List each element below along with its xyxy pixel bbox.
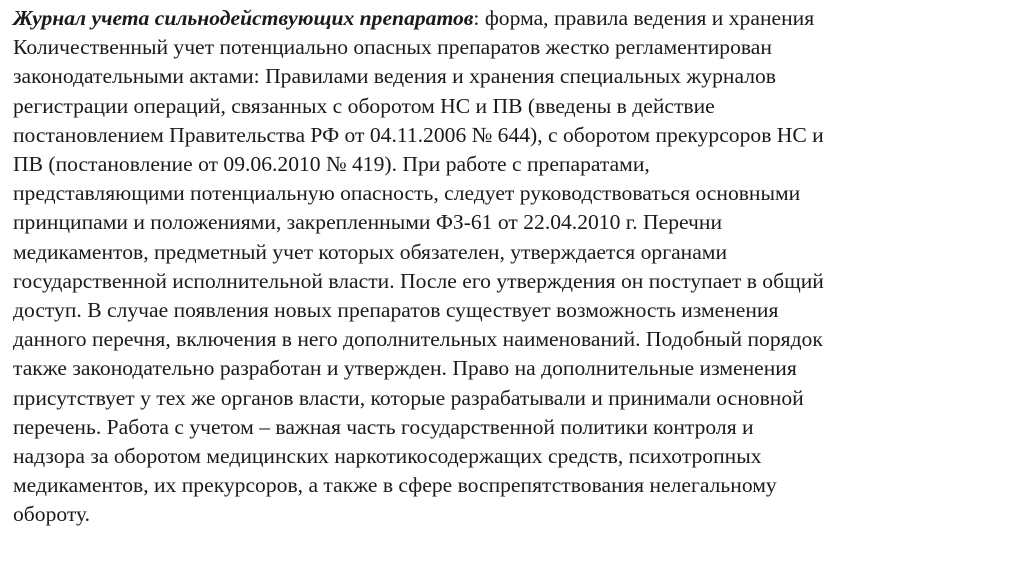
text-line: данного перечня, включения в него дополнительных наименований. Подобный порядок <box>13 327 823 352</box>
text-line: перечень. Работа с учетом – важная часть государственной политики контроля и <box>13 414 754 439</box>
text-line: также законодательно разработан и утвержден. Право на дополнительные изменения <box>13 356 797 381</box>
text-line: постановлением Правительства РФ от 04.11.2006 № 644), с оборотом прекурсоров НС и <box>13 122 824 147</box>
text-line: надзора за оборотом медицинских наркотикосодержащих средств, психотропных <box>13 444 762 469</box>
text-line: Количественный учет потенциально опасных препаратов жестко регламентирован <box>13 35 772 60</box>
text-line: присутствует у тех же органов власти, которые разрабатывали и принимали основной <box>13 385 804 410</box>
text-line: ПВ (постановление от 09.06.2010 № 419). При работе с препаратами, <box>13 152 650 177</box>
text-line: регистрации операций, связанных с оборотом НС и ПВ (введены в действие <box>13 93 715 118</box>
text-line: доступ. В случае появления новых препаратов существует возможность изменения <box>13 298 779 323</box>
title-subheading: : форма, правила ведения и хранения <box>473 6 815 30</box>
text-line: медикаментов, предметный учет которых обязателен, утверждается органами <box>13 239 728 264</box>
text-line: обороту. <box>13 502 91 527</box>
text-line: принципами и положениями, закрепленными ФЗ-61 от 22.04.2010 г. Перечни <box>13 210 723 235</box>
text-line: представляющими потенциальную опасность, следует руководствоваться основными <box>13 181 801 206</box>
text-line: государственной исполнительной власти. После его утверждения он поступает в общий <box>13 268 824 293</box>
title-heading: Журнал учета сильнодействующих препаратов <box>13 6 474 30</box>
body-text <box>13 4 1013 530</box>
text-line: медикаментов, их прекурсоров, а также в сфере воспрепятствования нелегальному <box>13 473 777 498</box>
title-line <box>13 4 1013 33</box>
text-line: законодательными актами: Правилами ведения и хранения специальных журналов <box>13 64 776 89</box>
